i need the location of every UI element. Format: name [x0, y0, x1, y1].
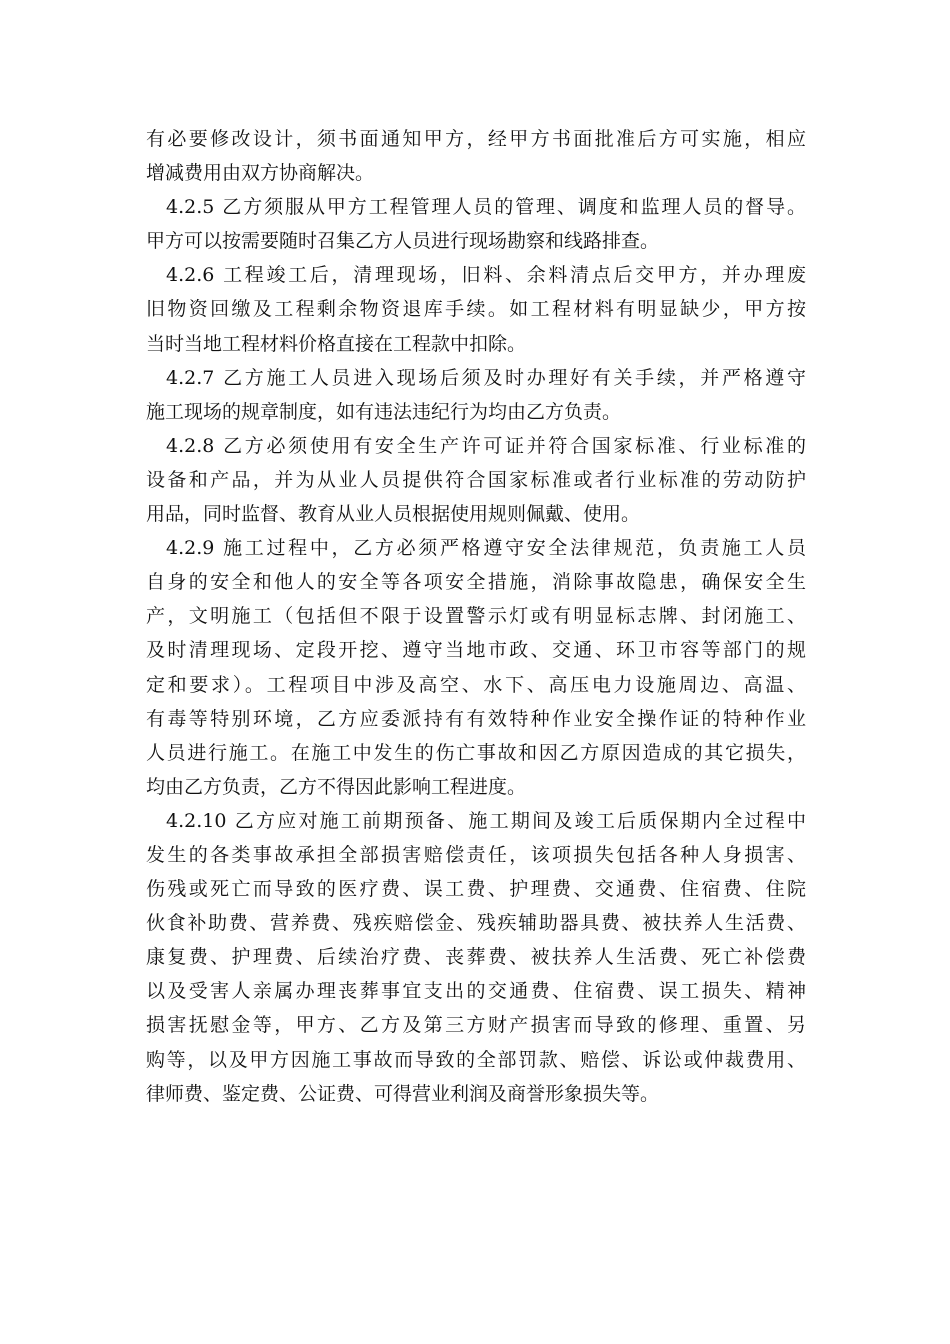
text-line: 4.2.8 乙方必须使用有安全生产许可证并符合国家标准、行业标准的	[166, 434, 806, 457]
text-line: 设备和产品，并为从业人员提供符合国家标准或者行业标准的劳动防护	[146, 468, 806, 491]
text-line: 产，文明施工（包括但不限于设置警示灯或有明显标志牌、封闭施工、	[146, 605, 806, 628]
text-line: 律师费、鉴定费、公证费、可得营业利润及商誉形象损失等。	[146, 1082, 660, 1105]
text-line: 4.2.5 乙方须服从甲方工程管理人员的管理、调度和监理人员的督导。	[166, 196, 806, 219]
text-line: 伤残或死亡而导致的医疗费、误工费、护理费、交通费、住宿费、住院	[146, 878, 806, 901]
text-line: 4.2.6 工程竣工后，清理现场，旧料、余料清点后交甲方，并办理废	[166, 264, 806, 287]
text-line: 康复费、护理费、后续治疗费、丧葬费、被扶养人生活费、死亡补偿费	[146, 946, 806, 969]
text-line: 用品，同时监督、教育从业人员根据使用规则佩戴、使用。	[146, 503, 641, 526]
text-line: 人员进行施工。在施工中发生的伤亡事故和因乙方原因造成的其它损失，	[146, 741, 806, 764]
text-line: 施工现场的规章制度，如有违法违纪行为均由乙方负责。	[146, 400, 622, 423]
text-line: 及时清理现场、定段开挖、遵守当地市政、交通、环卫市容等部门的规	[146, 639, 806, 662]
text-line: 发生的各类事故承担全部损害赔偿责任，该项损失包括各种人身损害、	[146, 843, 806, 866]
text-line: 有毒等特别环境，乙方应委派持有有效特种作业安全操作证的特种作业	[146, 707, 806, 730]
text-line: 自身的安全和他人的安全等各项安全措施，消除事故隐患，确保安全生	[146, 571, 806, 594]
text-line: 增减费用由双方协商解决。	[146, 162, 375, 185]
text-line: 损害抚慰金等，甲方、乙方及第三方财产损害而导致的修理、重置、另	[146, 1014, 806, 1037]
text-line: 定和要求）。工程项目中涉及高空、水下、高压电力设施周边、高温、	[146, 673, 806, 696]
text-line: 以及受害人亲属办理丧葬事宜支出的交通费、住宿费、误工损失、精神	[146, 980, 806, 1003]
text-line: 4.2.9 施工过程中，乙方必须严格遵守安全法律规范，负责施工人员	[166, 537, 806, 560]
text-line: 均由乙方负责，乙方不得因此影响工程进度。	[146, 775, 527, 798]
document-body	[146, 122, 806, 1111]
text-line: 购等，以及甲方因施工事故而导致的全部罚款、赔偿、诉讼或仲裁费用、	[146, 1048, 806, 1071]
text-line: 旧物资回缴及工程剩余物资退库手续。如工程材料有明显缺少，甲方按	[146, 298, 806, 321]
text-line: 甲方可以按需要随时召集乙方人员进行现场勘察和线路排查。	[146, 230, 660, 253]
text-line: 伙食补助费、营养费、残疾赔偿金、残疾辅助器具费、被扶养人生活费、	[146, 912, 806, 935]
text-line: 4.2.7 乙方施工人员进入现场后须及时办理好有关手续，并严格遵守	[166, 366, 806, 389]
text-line: 4.2.10 乙方应对施工前期预备、施工期间及竣工后质保期内全过程中	[166, 809, 806, 832]
text-line: 当时当地工程材料价格直接在工程款中扣除。	[146, 332, 527, 355]
text-line: 有必要修改设计，须书面通知甲方，经甲方书面批准后方可实施，相应	[146, 128, 806, 150]
